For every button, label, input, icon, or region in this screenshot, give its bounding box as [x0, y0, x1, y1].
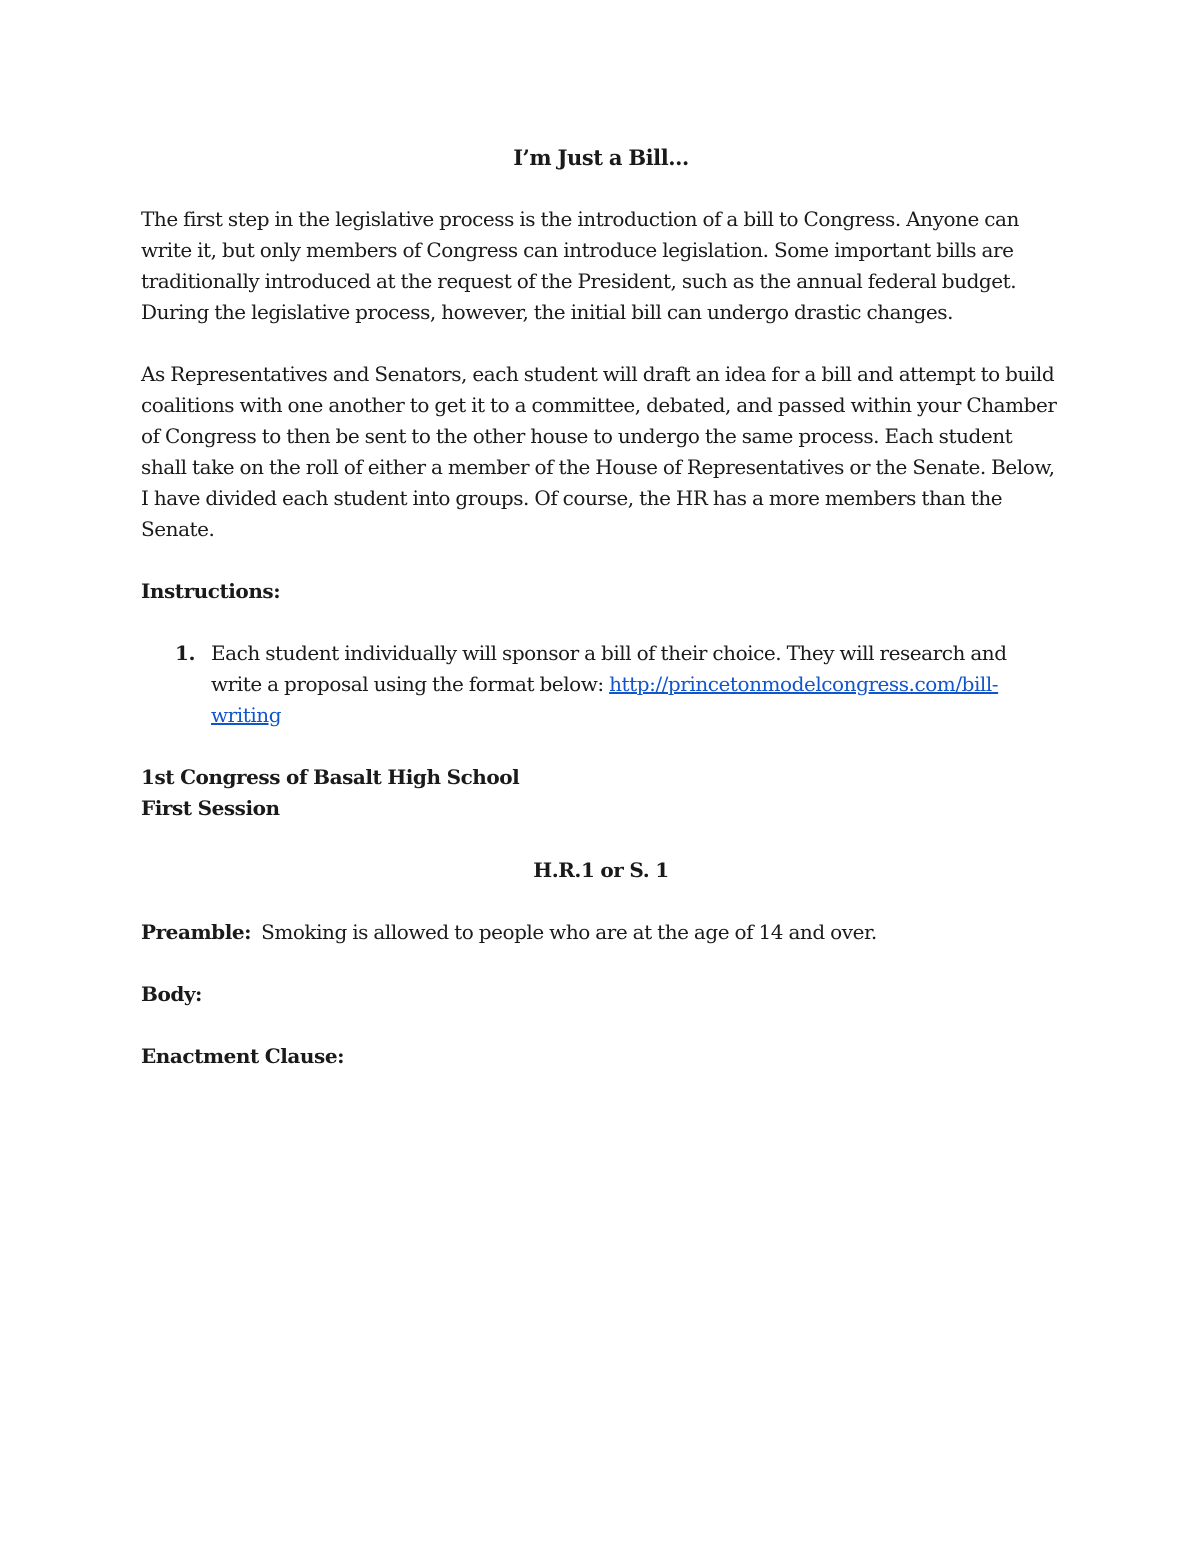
document-content: [141, 142, 1061, 1103]
instructions-list: [141, 638, 1061, 731]
session-line: First Session: [141, 796, 280, 820]
assignment-paragraph: As Representatives and Senators, each student will draft an idea for a bill and attempt to build coalitions with one another to get it to a committee, debated, and passed within your Chamber of Congress to then be sent to the other house to undergo the same process. Each student shall take on the roll of either a member of the House of Representatives or the Senate. Below, I have divided each student into groups. Of course, the HR has a more members than the Senate.: [141, 362, 1057, 541]
bill-number: H.R.1 or S. 1: [533, 858, 669, 882]
preamble-text: Smoking is allowed to people who are at the age of 14 and over.: [261, 920, 877, 944]
list-item-body: Each student individually will sponsor a bill of their choice. They will research and write a proposal using the format below:: [211, 641, 1007, 696]
bill-writing-link[interactable]: http://princetonmodelcongress.com/bill-writing: [211, 672, 999, 727]
intro-paragraph: The first step in the legislative process is the introduction of a bill to Congress. Anyone can write it, but only members of Congress can introduce legislation. Some important bills are traditionally introduced at the request of the President, such as the annual federal budget. During the legislative process, however, the initial bill can undergo drastic changes.: [141, 207, 1019, 324]
list-item-text: [211, 638, 1061, 731]
congress-line: 1st Congress of Basalt High School: [141, 765, 520, 789]
instructions-heading: Instructions:: [141, 579, 281, 603]
list-item: [141, 638, 1061, 731]
list-item-number: 1.: [175, 641, 195, 665]
preamble-row: [141, 917, 1061, 948]
preamble-label: Preamble:: [141, 920, 252, 944]
body-label: Body:: [141, 982, 202, 1006]
enactment-clause-label: Enactment Clause:: [141, 1044, 345, 1068]
document-title: I’m Just a Bill…: [513, 145, 689, 170]
